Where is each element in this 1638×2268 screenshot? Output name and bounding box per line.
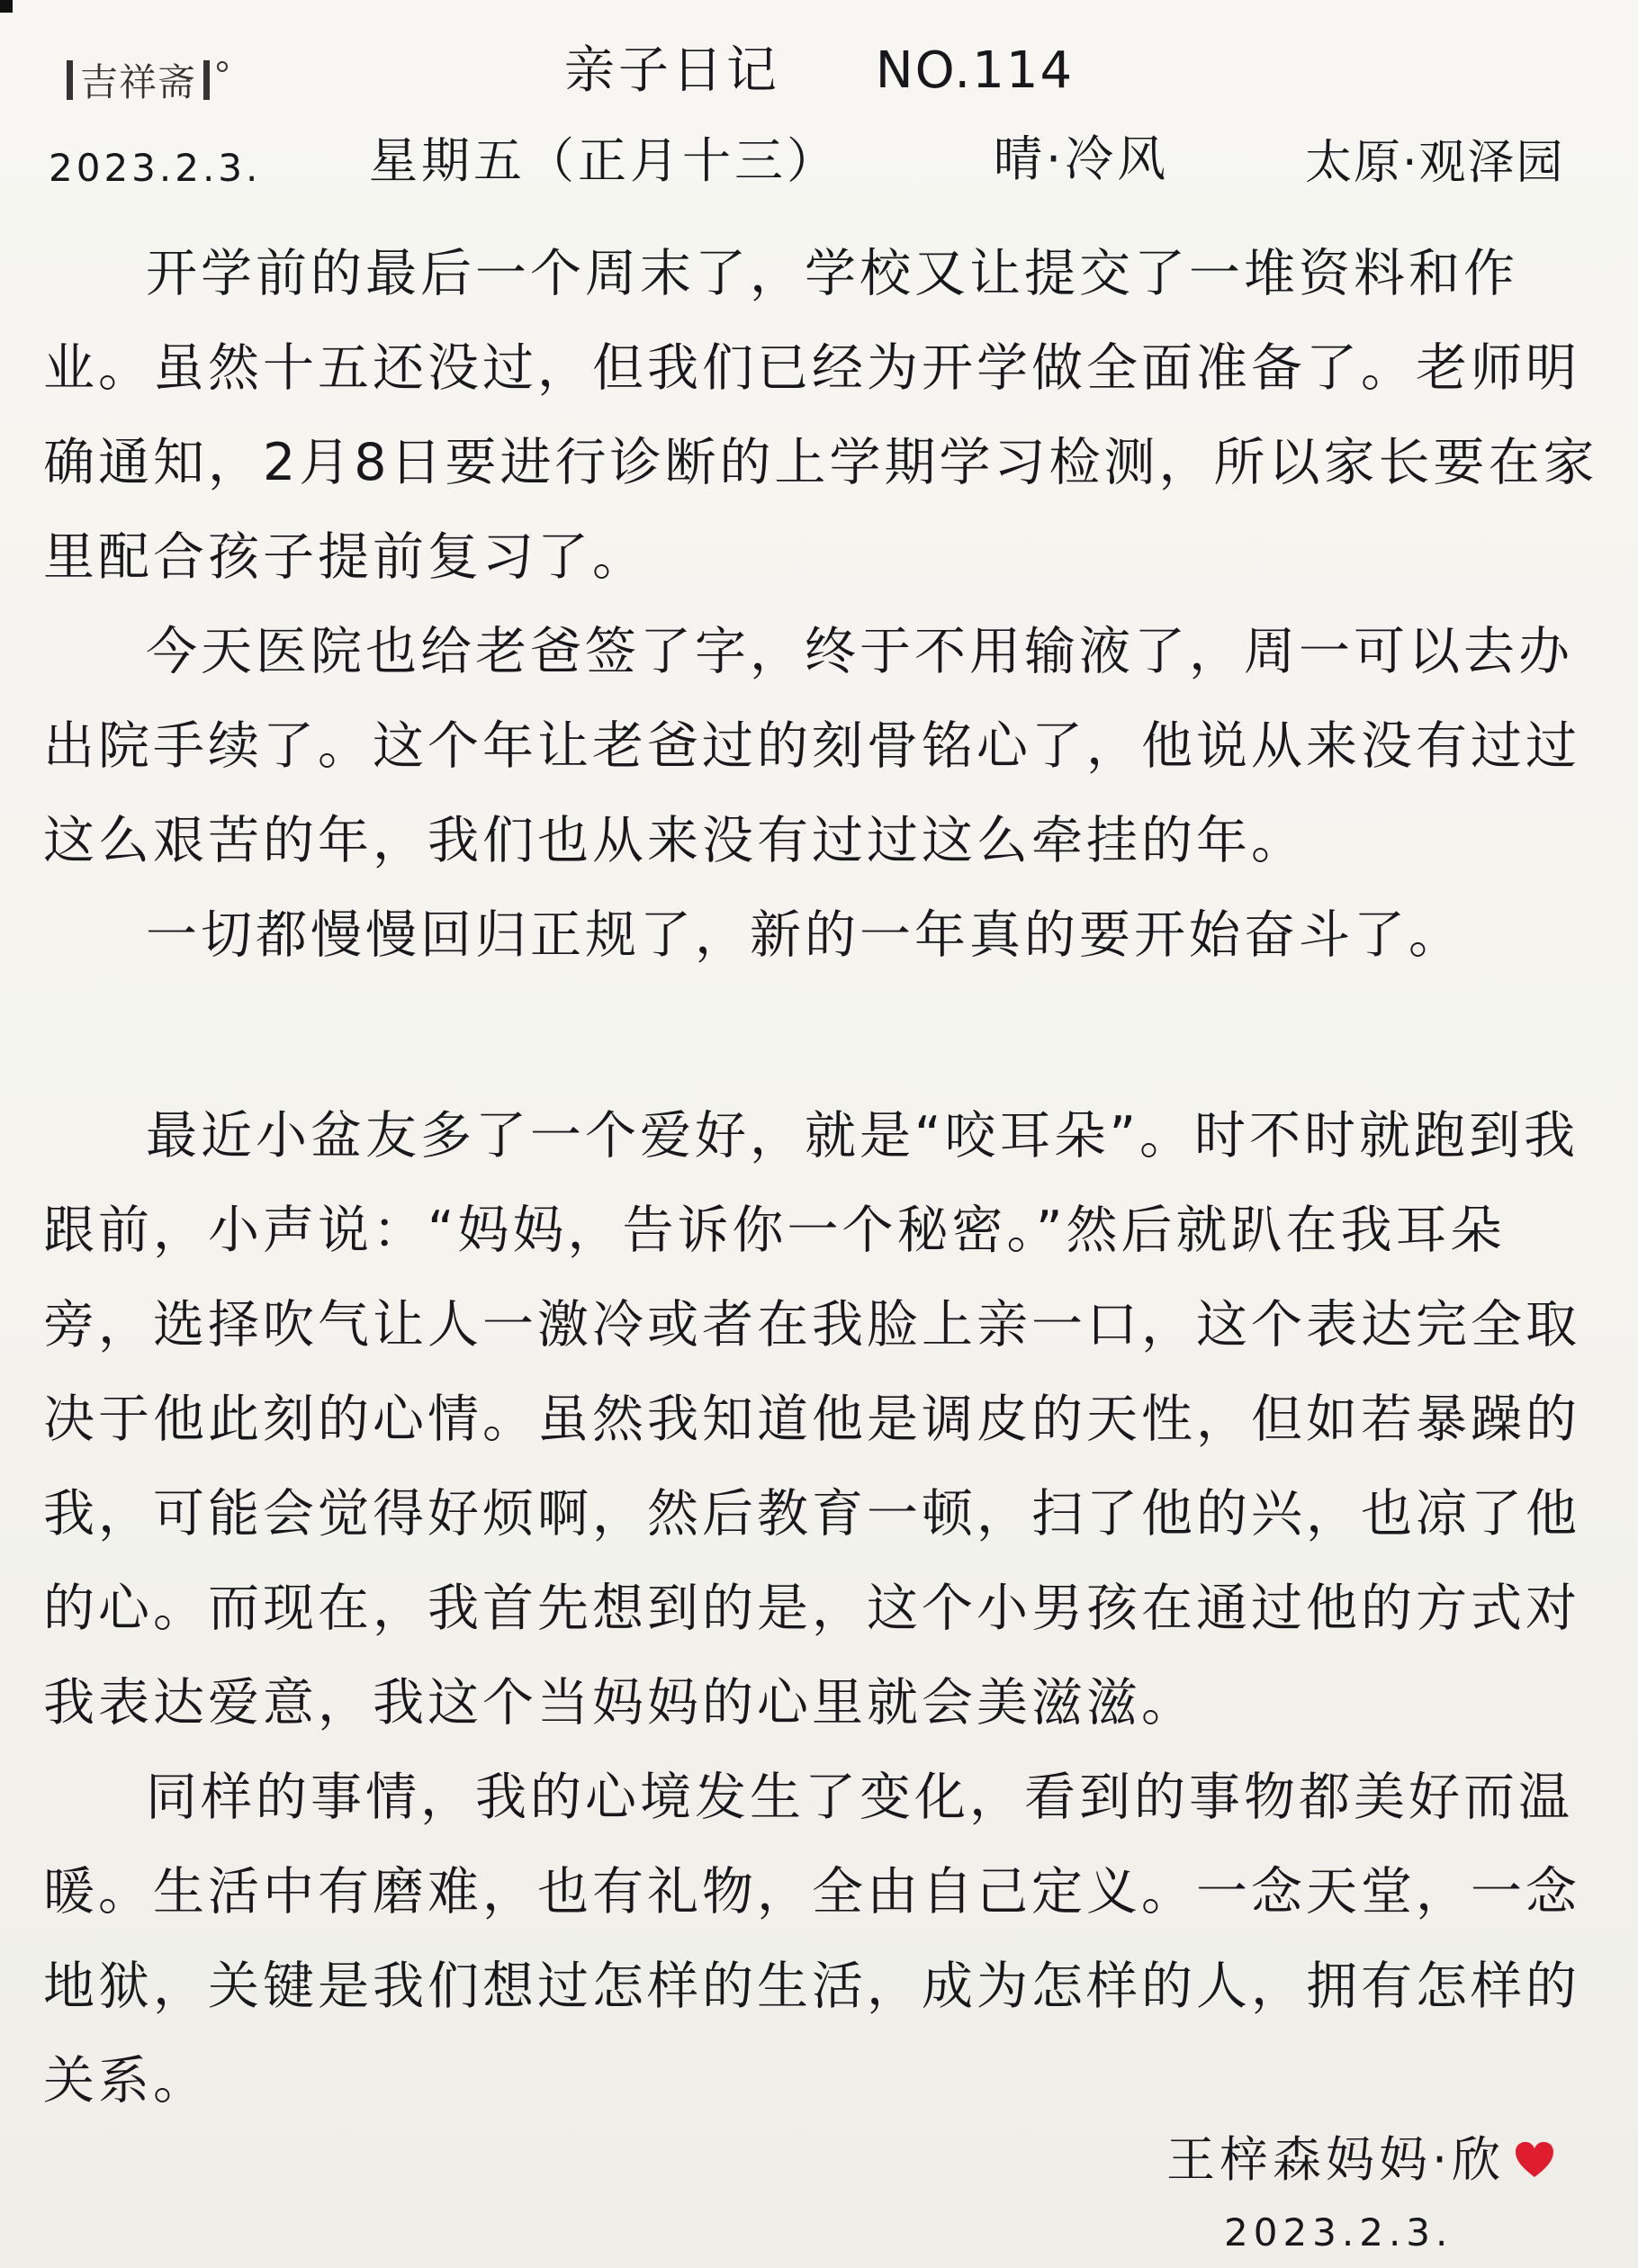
diary-content bbox=[43, 227, 1600, 2128]
entry-weather: 晴·冷风 bbox=[994, 130, 1170, 187]
diary-paragraph-1: 开学前的最后一个周末了，学校又让提交了一堆资料和作业。虽然十五还没过，但我们已经为开学做全面准备了。老师明确通知，2月8日要进行诊断的上学期学习检测，所以家长要在家里配合孩子提前复习了。 bbox=[43, 244, 1598, 587]
diary-title: 亲子日记 bbox=[563, 41, 780, 100]
signature-line bbox=[1166, 2121, 1555, 2191]
entry-date: 2023.2.3. bbox=[49, 146, 262, 190]
diary-paragraph-4: 最近小盆友多了一个爱好，就是“咬耳朵”。时不时就跑到我跟前，小声说：“妈妈，告诉你一个秘密。”然后就趴在我耳朵旁，选择吹气让人一激冷或者在我脸上亲一口，这个表达完全取决于他此刻的心情。虽然我知道他是调皮的天性，但如若暴躁的我，可能会觉得好烦啊，然后教育一顿，扫了他的兴，也凉了他的心。而现在，我首先想到的是，这个小男孩在通过他的方式对我表达爱意，我这个当妈妈的心里就会美滋滋。 bbox=[43, 1106, 1580, 1732]
entry-place: 太原·观泽园 bbox=[1305, 136, 1565, 190]
diary-number: NO.114 bbox=[875, 41, 1075, 100]
brand-name: 吉祥斋 bbox=[80, 60, 197, 104]
diary-title-line bbox=[0, 31, 1638, 103]
corner-mark bbox=[0, 0, 13, 13]
diary-paragraph-3: 一切都慢慢回归正规了，新的一年真的要开始奋斗了。 bbox=[146, 905, 1463, 965]
heart-icon bbox=[1514, 2141, 1555, 2179]
diary-paragraph-5: 同样的事情，我的心境发生了变化，看到的事物都美好而温暖。生活中有磨难，也有礼物，全由自己定义。一念天堂，一念地狱，关键是我们想过怎样的生活，成为怎样的人，拥有怎样的关系。 bbox=[43, 1768, 1580, 2110]
signature-date: 2023.2.3. bbox=[1224, 2210, 1454, 2254]
signature-text: 王梓森妈妈·欣 bbox=[1166, 2131, 1506, 2188]
diary-paragraph-2: 今天医院也给老爸签了字，终于不用输液了，周一可以去办出院手续了。这个年让老爸过的刻骨铭心了，他说从来没有过过这么艰苦的年，我们也从来没有过过这么牵挂的年。 bbox=[43, 622, 1580, 870]
entry-weekday: 星期五（正月十三） bbox=[369, 132, 839, 189]
